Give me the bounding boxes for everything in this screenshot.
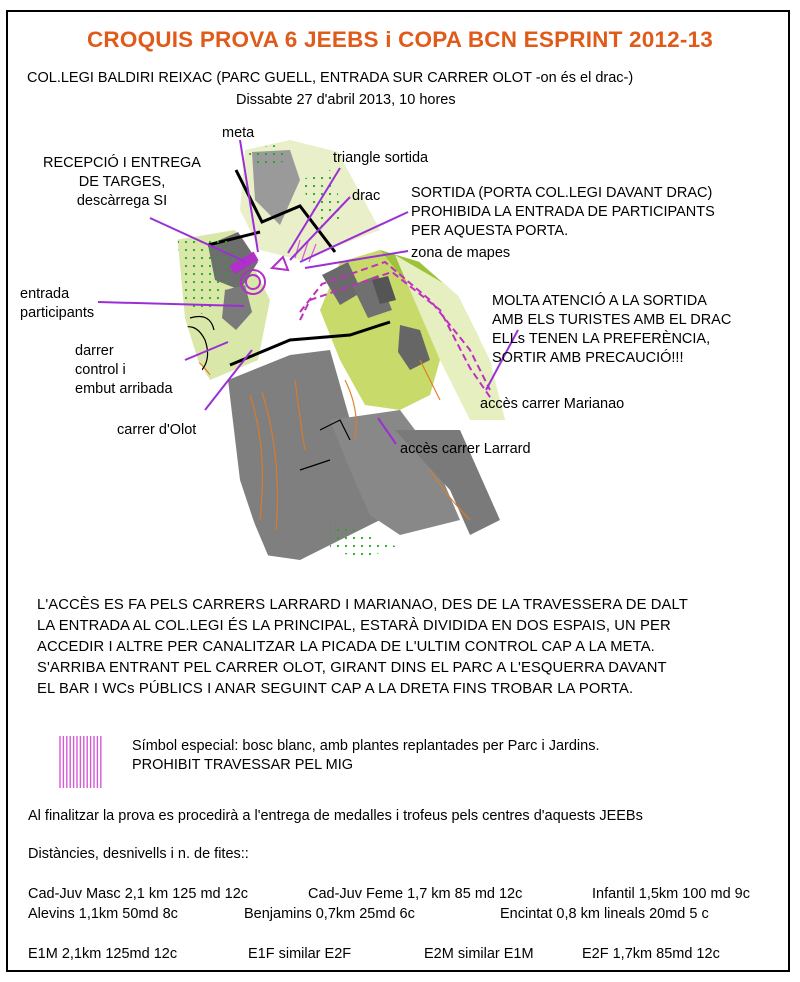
label-larrard-access: accès carrer Larrard	[400, 441, 531, 457]
label-participant-entrance: entrada participants	[20, 286, 95, 321]
legend-text: Símbol especial: bosc blanc, amb plantes replantades per Parc i Jardins. PROHIBIT TRAVESSAR PEL MIG	[132, 738, 600, 773]
category-e2f: E2F 1,7km 85md 12c	[582, 946, 720, 962]
category-cadjuv-masc: Cad-Juv Masc 2,1 km 125 md 12c	[28, 886, 249, 902]
special-symbol-swatch	[58, 736, 104, 788]
category-e1f: E1F similar E2F	[248, 946, 352, 962]
category-cadjuv-feme: Cad-Juv Feme 1,7 km 85 md 12c	[308, 886, 523, 902]
label-map-zone: zona de mapes	[411, 245, 511, 261]
access-instructions: L'ACCÈS ES FA PELS CARRERS LARRARD I MARIANAO, DES DE LA TRAVESSERA DE DALT LA ENTRADA AL COL.LEGI ÉS LA PRINCIPAL, ESTARÀ DIVIDIDA EN DOS ESPAIS, UN PER ACCEDIR I ALTRE PER CANALITZAR LA PICADA DE L'ULTIM CONTROL CAP A LA META. S'ARRIBA ENTRANT PEL CARRER OLOT, GIRANT DINS EL PARC A L'ESQUERRA DAVANT EL BAR I WCs PÚBLICS I ANAR SEGUINT CAP A LA DRETA FINS TROBAR LA PORTA.	[37, 597, 688, 697]
label-attention-warning: MOLTA ATENCIÓ A LA SORTIDA AMB ELS TURISTES AMB EL DRAC ELLs TENEN LA PREFERÈNCIA, SORTIR AMB PRECAUCIÓ!!!	[492, 293, 732, 366]
page-title: CROQUIS PROVA 6 JEEBS i COPA BCN ESPRINT 2012-13	[86, 27, 713, 52]
label-drac: drac	[352, 188, 381, 204]
venue-subtitle: COL.LEGI BALDIRI REIXAC (PARC GUELL, ENTRADA SUR CARRER OLOT -on és el drac-)	[27, 70, 634, 86]
label-start-door: SORTIDA (PORTA COL.LEGI DAVANT DRAC) PROHIBIDA LA ENTRADA DE PARTICIPANTS PER AQUESTA PORTA.	[411, 185, 715, 239]
medals-note: Al finalitzar la prova es procedirà a l'entrega de medalles i trofeus pels centres d'aquests JEEBs	[28, 808, 643, 824]
category-benjamins: Benjamins 0,7km 25md 6c	[244, 906, 415, 922]
label-marianao-access: accès carrer Marianao	[480, 396, 625, 412]
label-last-control: darrer control i embut arribada	[75, 343, 173, 397]
category-e1m: E1M 2,1km 125md 12c	[28, 946, 178, 962]
category-e2m: E2M similar E1M	[424, 946, 534, 962]
category-alevins: Alevins 1,1km 50md 8c	[28, 906, 178, 922]
label-meta: meta	[222, 125, 255, 141]
category-encintat: Encintat 0,8 km lineals 20md 5 c	[500, 906, 709, 922]
event-date: Dissabte 27 d'abril 2013, 10 hores	[236, 92, 456, 108]
label-olot-street: carrer d'Olot	[117, 422, 197, 438]
label-reception: RECEPCIÓ I ENTREGA DE TARGES, descàrrega SI	[43, 155, 201, 209]
label-start-triangle: triangle sortida	[333, 150, 429, 166]
category-infantil: Infantil 1,5km 100 md 9c	[592, 886, 750, 902]
distances-title: Distàncies, desnivells i n. de fites::	[28, 846, 249, 862]
